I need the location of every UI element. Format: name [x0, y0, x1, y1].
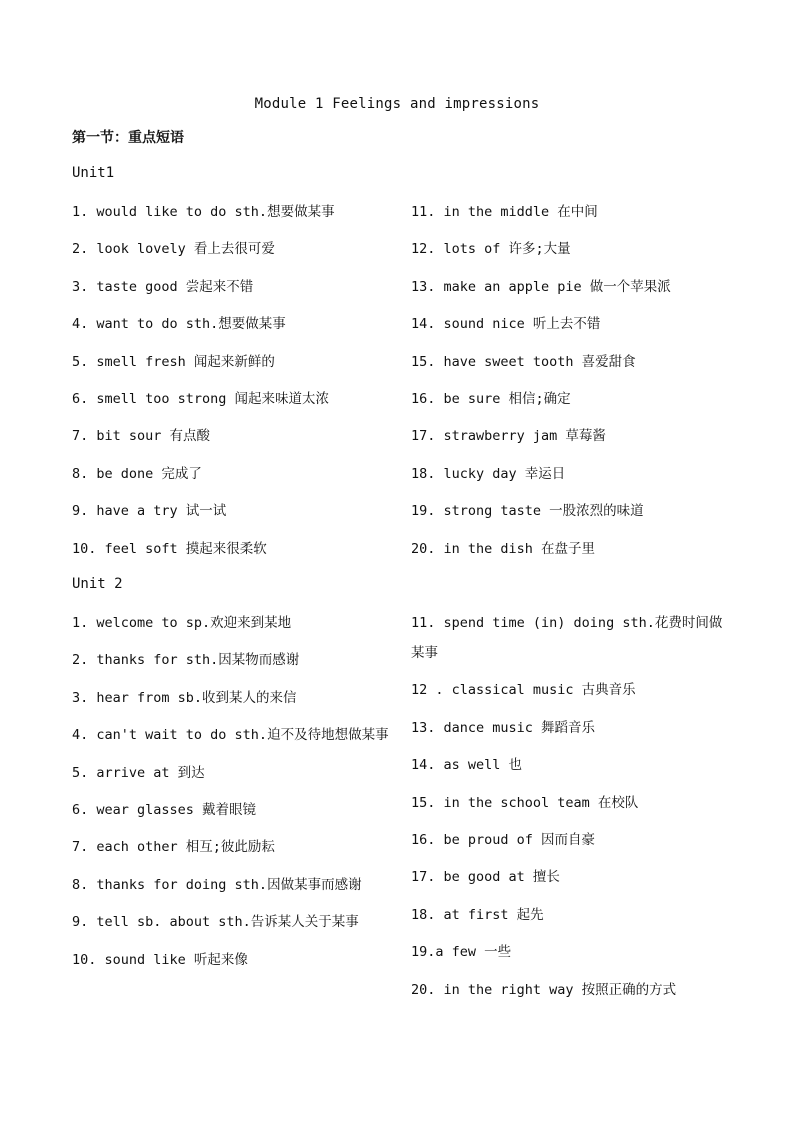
phrase-item: 5. arrive at 到达 [72, 764, 205, 781]
unit2-left-column [72, 608, 397, 982]
phrase-item: 8. be done 完成了 [72, 465, 202, 482]
phrase-item: 1. would like to do sth.想要做某事 [72, 204, 335, 220]
phrase-item: 15. have sweet tooth 喜爱甜食 [411, 353, 636, 370]
phrase-item: 7. each other 相互;彼此励耘 [72, 839, 275, 856]
phrase-item: 17. be good at 擅长 [411, 869, 560, 886]
phrase-item: 18. at first 起先 [411, 906, 544, 923]
phrase-item: 9. tell sb. about sth.告诉某人关于某事 [72, 914, 359, 931]
phrase-item: 15. in the school team 在校队 [411, 794, 639, 811]
phrase-item: 7. bit sour 有点酸 [72, 428, 211, 445]
phrase-item: 12 . classical music 古典音乐 [411, 682, 636, 699]
unit-heading: Unit1 [72, 165, 115, 181]
phrase-item: 6. smell too strong 闻起来味道太浓 [72, 390, 330, 407]
phrase-item: 19.a few 一些 [411, 944, 512, 961]
phrase-item: 20. in the right way 按照正确的方式 [411, 981, 677, 998]
phrase-item: 8. thanks for doing sth.因做某事而感谢 [72, 876, 362, 893]
phrase-item: 11. spend time (in) doing sth.花费时间做某事 [411, 615, 723, 661]
phrase-item: 5. smell fresh 闻起来新鲜的 [72, 353, 275, 370]
phrase-item: 20. in the dish 在盘子里 [411, 540, 596, 557]
phrase-item: 18. lucky day 幸运日 [411, 465, 566, 482]
unit1-right-column [411, 197, 731, 571]
phrase-item: 14. sound nice 听上去不错 [411, 316, 601, 333]
phrase-item: 19. strong taste 一股浓烈的味道 [411, 503, 644, 520]
phrase-item: 10. feel soft 摸起来很柔软 [72, 540, 267, 557]
phrase-item: 12. lots of 许多;大量 [411, 241, 571, 258]
phrase-item: 10. sound like 听起来像 [72, 951, 248, 968]
phrase-item: 1. welcome to sp.欢迎来到某地 [72, 615, 292, 631]
phrase-item: 16. be sure 相信;确定 [411, 390, 571, 407]
phrase-item: 2. thanks for sth.因某物而感谢 [72, 652, 300, 669]
phrase-item: 9. have a try 试一试 [72, 503, 227, 520]
phrase-item: 4. want to do sth.想要做某事 [72, 316, 286, 333]
unit1-left-column [72, 197, 397, 571]
phrase-item: 6. wear glasses 戴着眼镜 [72, 801, 257, 818]
section-heading: 第一节：重点短语 [72, 130, 184, 146]
phrase-item: 13. make an apple pie 做一个苹果派 [411, 278, 671, 295]
unit2-right-column [411, 608, 731, 1012]
phrase-item: 3. hear from sb.收到某人的来信 [72, 689, 297, 706]
unit-heading: Unit 2 [72, 576, 123, 592]
phrase-item: 13. dance music 舞蹈音乐 [411, 719, 596, 736]
phrase-item: 17. strawberry jam 草莓酱 [411, 428, 606, 445]
phrase-item: 2. look lovely 看上去很可爱 [72, 241, 275, 258]
phrase-item: 11. in the middle 在中间 [411, 204, 598, 220]
phrase-item: 16. be proud of 因而自豪 [411, 831, 596, 848]
page-title: Module 1 Feelings and impressions [254, 96, 540, 112]
phrase-item: 14. as well 也 [411, 757, 523, 774]
phrase-item: 3. taste good 尝起来不错 [72, 278, 254, 295]
phrase-item: 4. can't wait to do sth.迫不及待地想做某事 [72, 727, 389, 744]
